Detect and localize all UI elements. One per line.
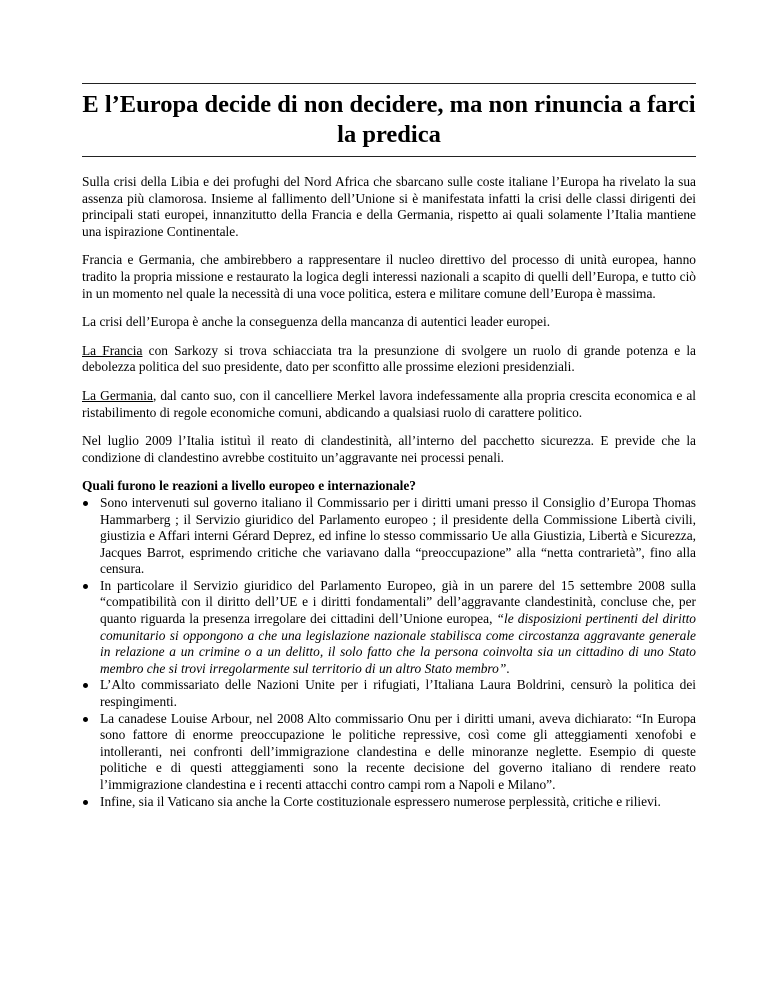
paragraph-france-germany: Francia e Germania, che ambirebbero a rappresentare il nucleo direttivo del processo di unità europea, hanno tradito la propria missione e restaurato la logica degli interessi nazionali a scapito di quelli dell’Europa, e tutto ciò in un momento nel quale la necessità di una voce politica, estera e militare comune dell’Europa è massima. (82, 252, 696, 301)
list-item-text: In particolare il Servizio giuridico del Parlamento Europeo, già in un parere del 15 settembre 2008 sulla “compatibilità con il diritto dell’UE e i diritti fondamentali” dell’aggravante clandestinità, concluse che, per quanto riguarda la presenza irregolare dei cittadini dell’Unione europea, (100, 577, 696, 627)
germany-text: , dal canto suo, con il cancelliere Merkel lavora indefessamente alla propria crescita economica e al ristabilimento di regole economiche comuni, abdicando a qualsiasi ruolo di carattere politico. (82, 387, 696, 420)
bullet-icon (83, 717, 88, 722)
france-label: La Francia (82, 342, 143, 358)
list-item-tail: . (506, 660, 510, 676)
list-item-text: L’Alto commissariato delle Nazioni Unite per i rifugiati, l’Italiana Laura Boldrini, censurò la politica dei respingimenti. (100, 677, 696, 710)
list-item-quote: “le disposizioni pertinenti del diritto comunitario si oppongono a che una legislazione nazionale stabilisca come circostanza aggravante generale in relazione a un crimine o a un delitto, il solo fatto che la persona coinvolta sia un cittadino di uno Stato membro che si trovi irregolarmente sul territorio di un altro Stato membro” (100, 611, 696, 676)
list-item (82, 578, 696, 678)
title-bottom-rule (82, 156, 696, 157)
list-item (82, 677, 696, 710)
list-item-text: Infine, sia il Vaticano sia anche la Corte costituzionale espressero numerose perplessità, critiche e rilievi. (100, 793, 661, 809)
paragraph-leaders: La crisi dell’Europa è anche la conseguenza della mancanza di autentici leader europei. (82, 314, 551, 330)
france-text: con Sarkozy si trova schiacciata tra la presunzione di svolgere un ruolo di grande potenza e la debolezza politica del suo presidente, dato per sconfitto alle prossime elezioni presidenziali. (82, 342, 697, 375)
list-item (82, 794, 696, 811)
list-item (82, 495, 696, 578)
paragraph-germany (82, 388, 696, 421)
paragraph-law-2009: Nel luglio 2009 l’Italia istituì il reato di clandestinità, all’interno del pacchetto sicurezza. E previde che la condizione di clandestino avrebbe costituito un’aggravante nei processi penali. (82, 433, 696, 465)
document-title: E l’Europa decide di non decidere, ma non rinuncia a farci la predica (82, 91, 696, 148)
paragraph-france (82, 343, 696, 376)
list-item-text: La canadese Louise Arbour, nel 2008 Alto commissario Onu per i diritti umani, aveva dichiarato: “In Europa sono fattore di enorme preoccupazione le politiche repressive, così come gli atteggiamenti xenofobi e intolleranti, nei confronti dell’immigrazione clandestina e delle minoranze neglette. Esempio di queste politiche e di questi atteggiamenti sono la recente decisione del governo italiano di rendere reato l’immigrazione clandestina e i recenti attacchi contro campi rom a Napoli e Milano”. (100, 710, 696, 792)
reactions-list (82, 495, 696, 810)
list-item (82, 711, 696, 794)
title-top-rule (82, 83, 696, 84)
paragraph-libya-crisis: Sulla crisi della Libia e dei profughi del Nord Africa che sbarcano sulle coste italiane l’Europa ha rivelato la sua assenza più clamorosa. Insieme al fallimento dell’Unione si è manifestata infatti la crisi delle classi dirigenti dei principali stati europei, innanzitutto della Francia e della Germania, rispetto ai quali solamente l’Italia mantiene una ispirazione Continentale. (82, 174, 696, 239)
bullet-icon (83, 800, 88, 805)
bullet-icon (83, 683, 88, 688)
reactions-heading: Quali furono le reazioni a livello europeo e internazionale? (82, 478, 417, 494)
bullet-icon (83, 584, 88, 589)
list-item-text: Sono intervenuti sul governo italiano il Commissario per i diritti umani presso il Consiglio d’Europa Thomas Hammarberg ; il Servizio giuridico del Parlamento europeo ; il presidente della Commissione Libertà civili, giustizia e Affari interni Gérard Deprez, ed infine lo stesso commissario Ue alla Giustizia, Libertà e Sicurezza, Jacques Barrot, esprimendo critiche che variavano dalla “preoccupazione” alla “netta contrarietà”, fino alla censura. (100, 494, 696, 577)
germany-label: La Germania (82, 387, 153, 403)
bullet-icon (83, 501, 88, 506)
document-page (82, 0, 696, 810)
